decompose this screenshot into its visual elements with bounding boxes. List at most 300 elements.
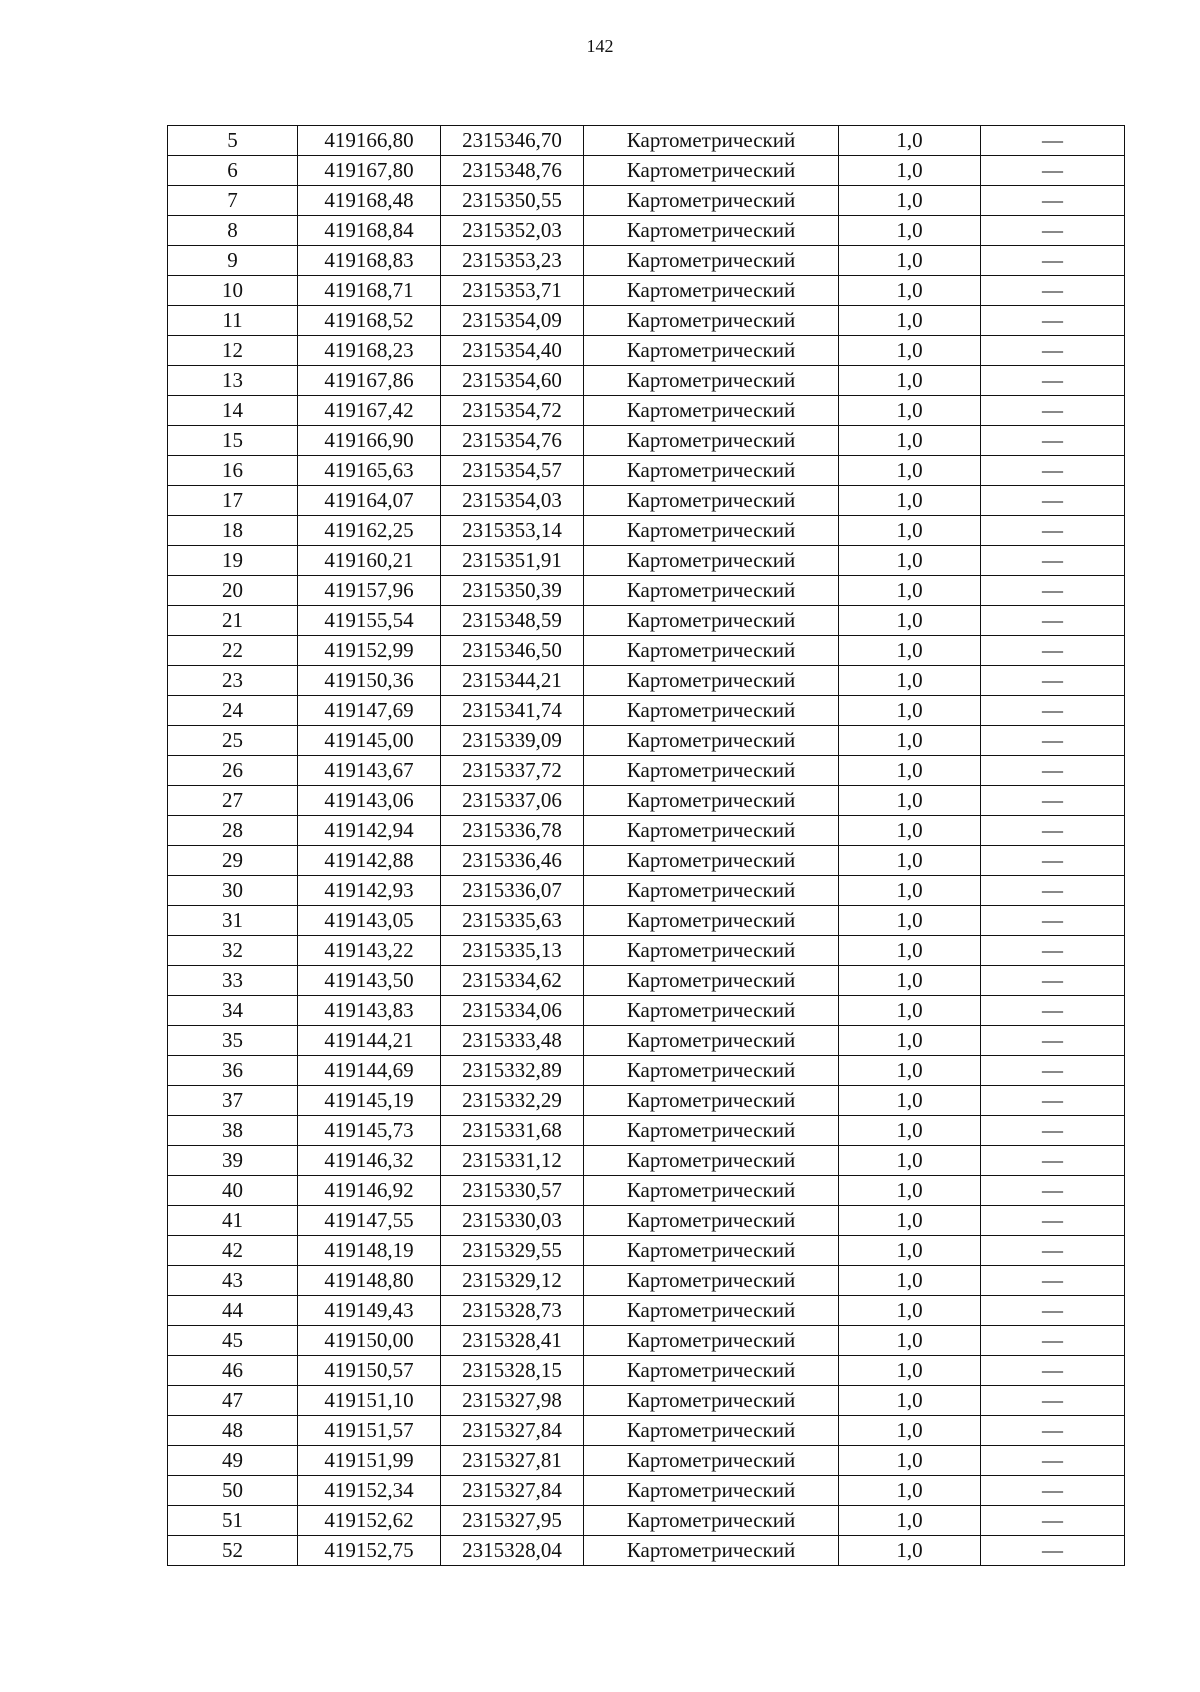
y-coordinate-cell: 2315346,50	[441, 636, 584, 666]
method-cell: Картометрический	[584, 1056, 839, 1086]
x-coordinate-cell: 419150,36	[298, 666, 441, 696]
method-cell: Картометрический	[584, 306, 839, 336]
table-row	[168, 1356, 1125, 1386]
description-cell: —	[981, 876, 1125, 906]
accuracy-cell: 1,0	[839, 246, 981, 276]
description-cell: —	[981, 1116, 1125, 1146]
point-number-cell: 17	[168, 486, 298, 516]
y-coordinate-cell: 2315335,63	[441, 906, 584, 936]
y-coordinate-cell: 2315336,07	[441, 876, 584, 906]
y-coordinate-cell: 2315327,84	[441, 1476, 584, 1506]
y-coordinate-cell: 2315334,06	[441, 996, 584, 1026]
y-coordinate-cell: 2315334,62	[441, 966, 584, 996]
y-coordinate-cell: 2315331,12	[441, 1146, 584, 1176]
description-cell: —	[981, 1506, 1125, 1536]
point-number-cell: 11	[168, 306, 298, 336]
point-number-cell: 42	[168, 1236, 298, 1266]
method-cell: Картометрический	[584, 456, 839, 486]
accuracy-cell: 1,0	[839, 1326, 981, 1356]
x-coordinate-cell: 419167,42	[298, 396, 441, 426]
y-coordinate-cell: 2315336,46	[441, 846, 584, 876]
accuracy-cell: 1,0	[839, 876, 981, 906]
method-cell: Картометрический	[584, 1236, 839, 1266]
page-number: 142	[586, 36, 614, 56]
point-number-cell: 27	[168, 786, 298, 816]
y-coordinate-cell: 2315354,57	[441, 456, 584, 486]
x-coordinate-cell: 419143,06	[298, 786, 441, 816]
description-cell: —	[981, 906, 1125, 936]
table-row	[168, 246, 1125, 276]
accuracy-cell: 1,0	[839, 816, 981, 846]
y-coordinate-cell: 2315327,84	[441, 1416, 584, 1446]
x-coordinate-cell: 419168,83	[298, 246, 441, 276]
description-cell: —	[981, 1086, 1125, 1116]
method-cell: Картометрический	[584, 1536, 839, 1566]
method-cell: Картометрический	[584, 1086, 839, 1116]
accuracy-cell: 1,0	[839, 1356, 981, 1386]
accuracy-cell: 1,0	[839, 696, 981, 726]
x-coordinate-cell: 419146,32	[298, 1146, 441, 1176]
method-cell: Картометрический	[584, 426, 839, 456]
y-coordinate-cell: 2315328,41	[441, 1326, 584, 1356]
accuracy-cell: 1,0	[839, 966, 981, 996]
description-cell: —	[981, 816, 1125, 846]
accuracy-cell: 1,0	[839, 1506, 981, 1536]
description-cell: —	[981, 1476, 1125, 1506]
description-cell: —	[981, 156, 1125, 186]
accuracy-cell: 1,0	[839, 1146, 981, 1176]
description-cell: —	[981, 426, 1125, 456]
accuracy-cell: 1,0	[839, 756, 981, 786]
description-cell: —	[981, 396, 1125, 426]
accuracy-cell: 1,0	[839, 606, 981, 636]
point-number-cell: 44	[168, 1296, 298, 1326]
x-coordinate-cell: 419142,94	[298, 816, 441, 846]
accuracy-cell: 1,0	[839, 906, 981, 936]
accuracy-cell: 1,0	[839, 1266, 981, 1296]
accuracy-cell: 1,0	[839, 126, 981, 156]
description-cell: —	[981, 456, 1125, 486]
table-row	[168, 126, 1125, 156]
method-cell: Картометрический	[584, 846, 839, 876]
method-cell: Картометрический	[584, 546, 839, 576]
y-coordinate-cell: 2315351,91	[441, 546, 584, 576]
accuracy-cell: 1,0	[839, 1206, 981, 1236]
table-row	[168, 936, 1125, 966]
description-cell: —	[981, 1446, 1125, 1476]
x-coordinate-cell: 419152,34	[298, 1476, 441, 1506]
y-coordinate-cell: 2315353,14	[441, 516, 584, 546]
y-coordinate-cell: 2315328,73	[441, 1296, 584, 1326]
accuracy-cell: 1,0	[839, 276, 981, 306]
x-coordinate-cell: 419164,07	[298, 486, 441, 516]
x-coordinate-cell: 419143,83	[298, 996, 441, 1026]
accuracy-cell: 1,0	[839, 336, 981, 366]
accuracy-cell: 1,0	[839, 1446, 981, 1476]
accuracy-cell: 1,0	[839, 306, 981, 336]
point-number-cell: 31	[168, 906, 298, 936]
y-coordinate-cell: 2315333,48	[441, 1026, 584, 1056]
table-row	[168, 1206, 1125, 1236]
table-row	[168, 1416, 1125, 1446]
table-row	[168, 1146, 1125, 1176]
x-coordinate-cell: 419168,84	[298, 216, 441, 246]
description-cell: —	[981, 1356, 1125, 1386]
point-number-cell: 32	[168, 936, 298, 966]
description-cell: —	[981, 636, 1125, 666]
description-cell: —	[981, 756, 1125, 786]
accuracy-cell: 1,0	[839, 216, 981, 246]
description-cell: —	[981, 186, 1125, 216]
method-cell: Картометрический	[584, 1206, 839, 1236]
x-coordinate-cell: 419152,99	[298, 636, 441, 666]
table-row	[168, 666, 1125, 696]
y-coordinate-cell: 2315348,76	[441, 156, 584, 186]
accuracy-cell: 1,0	[839, 456, 981, 486]
table-row	[168, 996, 1125, 1026]
description-cell: —	[981, 1296, 1125, 1326]
method-cell: Картометрический	[584, 666, 839, 696]
point-number-cell: 29	[168, 846, 298, 876]
table-row	[168, 1056, 1125, 1086]
x-coordinate-cell: 419144,21	[298, 1026, 441, 1056]
y-coordinate-cell: 2315328,15	[441, 1356, 584, 1386]
x-coordinate-cell: 419165,63	[298, 456, 441, 486]
method-cell: Картометрический	[584, 696, 839, 726]
accuracy-cell: 1,0	[839, 1296, 981, 1326]
y-coordinate-cell: 2315354,40	[441, 336, 584, 366]
table-row	[168, 366, 1125, 396]
method-cell: Картометрический	[584, 1446, 839, 1476]
accuracy-cell: 1,0	[839, 786, 981, 816]
point-number-cell: 43	[168, 1266, 298, 1296]
table-row	[168, 1266, 1125, 1296]
y-coordinate-cell: 2315332,89	[441, 1056, 584, 1086]
accuracy-cell: 1,0	[839, 1386, 981, 1416]
y-coordinate-cell: 2315353,71	[441, 276, 584, 306]
table-row	[168, 726, 1125, 756]
accuracy-cell: 1,0	[839, 666, 981, 696]
description-cell: —	[981, 1056, 1125, 1086]
x-coordinate-cell: 419168,23	[298, 336, 441, 366]
point-number-cell: 20	[168, 576, 298, 606]
point-number-cell: 45	[168, 1326, 298, 1356]
y-coordinate-cell: 2315332,29	[441, 1086, 584, 1116]
method-cell: Картометрический	[584, 756, 839, 786]
y-coordinate-cell: 2315327,81	[441, 1446, 584, 1476]
x-coordinate-cell: 419168,52	[298, 306, 441, 336]
y-coordinate-cell: 2315329,55	[441, 1236, 584, 1266]
table-row	[168, 1476, 1125, 1506]
accuracy-cell: 1,0	[839, 366, 981, 396]
method-cell: Картометрический	[584, 216, 839, 246]
description-cell: —	[981, 306, 1125, 336]
y-coordinate-cell: 2315329,12	[441, 1266, 584, 1296]
point-number-cell: 39	[168, 1146, 298, 1176]
x-coordinate-cell: 419166,80	[298, 126, 441, 156]
description-cell: —	[981, 966, 1125, 996]
point-number-cell: 30	[168, 876, 298, 906]
accuracy-cell: 1,0	[839, 1536, 981, 1566]
x-coordinate-cell: 419143,67	[298, 756, 441, 786]
accuracy-cell: 1,0	[839, 516, 981, 546]
table-row	[168, 1176, 1125, 1206]
method-cell: Картометрический	[584, 1506, 839, 1536]
point-number-cell: 21	[168, 606, 298, 636]
x-coordinate-cell: 419142,88	[298, 846, 441, 876]
accuracy-cell: 1,0	[839, 1086, 981, 1116]
accuracy-cell: 1,0	[839, 1056, 981, 1086]
x-coordinate-cell: 419162,25	[298, 516, 441, 546]
accuracy-cell: 1,0	[839, 1416, 981, 1446]
accuracy-cell: 1,0	[839, 1476, 981, 1506]
description-cell: —	[981, 786, 1125, 816]
x-coordinate-cell: 419157,96	[298, 576, 441, 606]
description-cell: —	[981, 546, 1125, 576]
table-row	[168, 1326, 1125, 1356]
description-cell: —	[981, 1146, 1125, 1176]
accuracy-cell: 1,0	[839, 726, 981, 756]
point-number-cell: 23	[168, 666, 298, 696]
point-number-cell: 34	[168, 996, 298, 1026]
x-coordinate-cell: 419148,80	[298, 1266, 441, 1296]
table-row	[168, 396, 1125, 426]
table-row	[168, 606, 1125, 636]
point-number-cell: 52	[168, 1536, 298, 1566]
description-cell: —	[981, 1326, 1125, 1356]
point-number-cell: 7	[168, 186, 298, 216]
description-cell: —	[981, 696, 1125, 726]
table-row	[168, 1026, 1125, 1056]
table-row	[168, 906, 1125, 936]
point-number-cell: 22	[168, 636, 298, 666]
x-coordinate-cell: 419168,48	[298, 186, 441, 216]
x-coordinate-cell: 419145,19	[298, 1086, 441, 1116]
method-cell: Картометрический	[584, 1386, 839, 1416]
y-coordinate-cell: 2315330,57	[441, 1176, 584, 1206]
method-cell: Картометрический	[584, 186, 839, 216]
method-cell: Картометрический	[584, 1026, 839, 1056]
description-cell: —	[981, 576, 1125, 606]
description-cell: —	[981, 1416, 1125, 1446]
point-number-cell: 13	[168, 366, 298, 396]
y-coordinate-cell: 2315353,23	[441, 246, 584, 276]
method-cell: Картометрический	[584, 396, 839, 426]
x-coordinate-cell: 419146,92	[298, 1176, 441, 1206]
x-coordinate-cell: 419143,50	[298, 966, 441, 996]
description-cell: —	[981, 516, 1125, 546]
point-number-cell: 15	[168, 426, 298, 456]
table-row	[168, 576, 1125, 606]
point-number-cell: 5	[168, 126, 298, 156]
method-cell: Картометрический	[584, 936, 839, 966]
table-row	[168, 816, 1125, 846]
method-cell: Картометрический	[584, 246, 839, 276]
method-cell: Картометрический	[584, 786, 839, 816]
table-row	[168, 516, 1125, 546]
x-coordinate-cell: 419148,19	[298, 1236, 441, 1266]
table-row	[168, 216, 1125, 246]
accuracy-cell: 1,0	[839, 1236, 981, 1266]
description-cell: —	[981, 996, 1125, 1026]
point-number-cell: 16	[168, 456, 298, 486]
point-number-cell: 36	[168, 1056, 298, 1086]
x-coordinate-cell: 419152,75	[298, 1536, 441, 1566]
method-cell: Картометрический	[584, 996, 839, 1026]
accuracy-cell: 1,0	[839, 1176, 981, 1206]
method-cell: Картометрический	[584, 876, 839, 906]
description-cell: —	[981, 366, 1125, 396]
table-row	[168, 306, 1125, 336]
point-number-cell: 24	[168, 696, 298, 726]
method-cell: Картометрический	[584, 606, 839, 636]
method-cell: Картометрический	[584, 816, 839, 846]
x-coordinate-cell: 419147,55	[298, 1206, 441, 1236]
x-coordinate-cell: 419151,10	[298, 1386, 441, 1416]
method-cell: Картометрический	[584, 276, 839, 306]
x-coordinate-cell: 419150,00	[298, 1326, 441, 1356]
y-coordinate-cell: 2315354,09	[441, 306, 584, 336]
description-cell: —	[981, 1176, 1125, 1206]
description-cell: —	[981, 726, 1125, 756]
table-row	[168, 1296, 1125, 1326]
description-cell: —	[981, 276, 1125, 306]
accuracy-cell: 1,0	[839, 156, 981, 186]
method-cell: Картометрический	[584, 1116, 839, 1146]
description-cell: —	[981, 216, 1125, 246]
table-row	[168, 426, 1125, 456]
table-row	[168, 786, 1125, 816]
x-coordinate-cell: 419152,62	[298, 1506, 441, 1536]
description-cell: —	[981, 1206, 1125, 1236]
coordinates-table	[167, 125, 1125, 1566]
point-number-cell: 47	[168, 1386, 298, 1416]
point-number-cell: 37	[168, 1086, 298, 1116]
accuracy-cell: 1,0	[839, 546, 981, 576]
y-coordinate-cell: 2315327,95	[441, 1506, 584, 1536]
x-coordinate-cell: 419145,00	[298, 726, 441, 756]
y-coordinate-cell: 2315341,74	[441, 696, 584, 726]
method-cell: Картометрический	[584, 156, 839, 186]
table-row	[168, 846, 1125, 876]
x-coordinate-cell: 419151,57	[298, 1416, 441, 1446]
table-row	[168, 546, 1125, 576]
table-row	[168, 1386, 1125, 1416]
table-row	[168, 1506, 1125, 1536]
x-coordinate-cell: 419143,22	[298, 936, 441, 966]
y-coordinate-cell: 2315354,03	[441, 486, 584, 516]
point-number-cell: 25	[168, 726, 298, 756]
x-coordinate-cell: 419151,99	[298, 1446, 441, 1476]
table-row	[168, 696, 1125, 726]
x-coordinate-cell: 419150,57	[298, 1356, 441, 1386]
description-cell: —	[981, 1236, 1125, 1266]
method-cell: Картометрический	[584, 1356, 839, 1386]
method-cell: Картометрический	[584, 336, 839, 366]
y-coordinate-cell: 2315344,21	[441, 666, 584, 696]
y-coordinate-cell: 2315335,13	[441, 936, 584, 966]
accuracy-cell: 1,0	[839, 1026, 981, 1056]
y-coordinate-cell: 2315350,39	[441, 576, 584, 606]
x-coordinate-cell: 419155,54	[298, 606, 441, 636]
method-cell: Картометрический	[584, 636, 839, 666]
description-cell: —	[981, 486, 1125, 516]
table-row	[168, 1086, 1125, 1116]
point-number-cell: 9	[168, 246, 298, 276]
accuracy-cell: 1,0	[839, 576, 981, 606]
accuracy-cell: 1,0	[839, 846, 981, 876]
x-coordinate-cell: 419167,86	[298, 366, 441, 396]
x-coordinate-cell: 419149,43	[298, 1296, 441, 1326]
method-cell: Картометрический	[584, 906, 839, 936]
table-row	[168, 1536, 1125, 1566]
point-number-cell: 18	[168, 516, 298, 546]
coordinates-table-body	[168, 126, 1125, 1566]
point-number-cell: 19	[168, 546, 298, 576]
point-number-cell: 38	[168, 1116, 298, 1146]
y-coordinate-cell: 2315327,98	[441, 1386, 584, 1416]
point-number-cell: 40	[168, 1176, 298, 1206]
point-number-cell: 33	[168, 966, 298, 996]
x-coordinate-cell: 419168,71	[298, 276, 441, 306]
description-cell: —	[981, 1266, 1125, 1296]
method-cell: Картометрический	[584, 1146, 839, 1176]
x-coordinate-cell: 419160,21	[298, 546, 441, 576]
y-coordinate-cell: 2315354,60	[441, 366, 584, 396]
x-coordinate-cell: 419147,69	[298, 696, 441, 726]
y-coordinate-cell: 2315337,06	[441, 786, 584, 816]
method-cell: Картометрический	[584, 1296, 839, 1326]
y-coordinate-cell: 2315330,03	[441, 1206, 584, 1236]
description-cell: —	[981, 846, 1125, 876]
table-row	[168, 1446, 1125, 1476]
method-cell: Картометрический	[584, 1416, 839, 1446]
accuracy-cell: 1,0	[839, 426, 981, 456]
accuracy-cell: 1,0	[839, 486, 981, 516]
method-cell: Картометрический	[584, 1266, 839, 1296]
description-cell: —	[981, 336, 1125, 366]
method-cell: Картометрический	[584, 1176, 839, 1206]
accuracy-cell: 1,0	[839, 186, 981, 216]
point-number-cell: 49	[168, 1446, 298, 1476]
description-cell: —	[981, 126, 1125, 156]
description-cell: —	[981, 606, 1125, 636]
method-cell: Картометрический	[584, 366, 839, 396]
point-number-cell: 10	[168, 276, 298, 306]
description-cell: —	[981, 246, 1125, 276]
y-coordinate-cell: 2315336,78	[441, 816, 584, 846]
method-cell: Картометрический	[584, 486, 839, 516]
y-coordinate-cell: 2315337,72	[441, 756, 584, 786]
accuracy-cell: 1,0	[839, 636, 981, 666]
table-row	[168, 876, 1125, 906]
point-number-cell: 6	[168, 156, 298, 186]
point-number-cell: 48	[168, 1416, 298, 1446]
y-coordinate-cell: 2315354,76	[441, 426, 584, 456]
accuracy-cell: 1,0	[839, 1116, 981, 1146]
description-cell: —	[981, 936, 1125, 966]
point-number-cell: 12	[168, 336, 298, 366]
description-cell: —	[981, 666, 1125, 696]
method-cell: Картометрический	[584, 126, 839, 156]
point-number-cell: 50	[168, 1476, 298, 1506]
method-cell: Картометрический	[584, 726, 839, 756]
y-coordinate-cell: 2315328,04	[441, 1536, 584, 1566]
point-number-cell: 46	[168, 1356, 298, 1386]
method-cell: Картометрический	[584, 1476, 839, 1506]
table-row	[168, 336, 1125, 366]
x-coordinate-cell: 419145,73	[298, 1116, 441, 1146]
